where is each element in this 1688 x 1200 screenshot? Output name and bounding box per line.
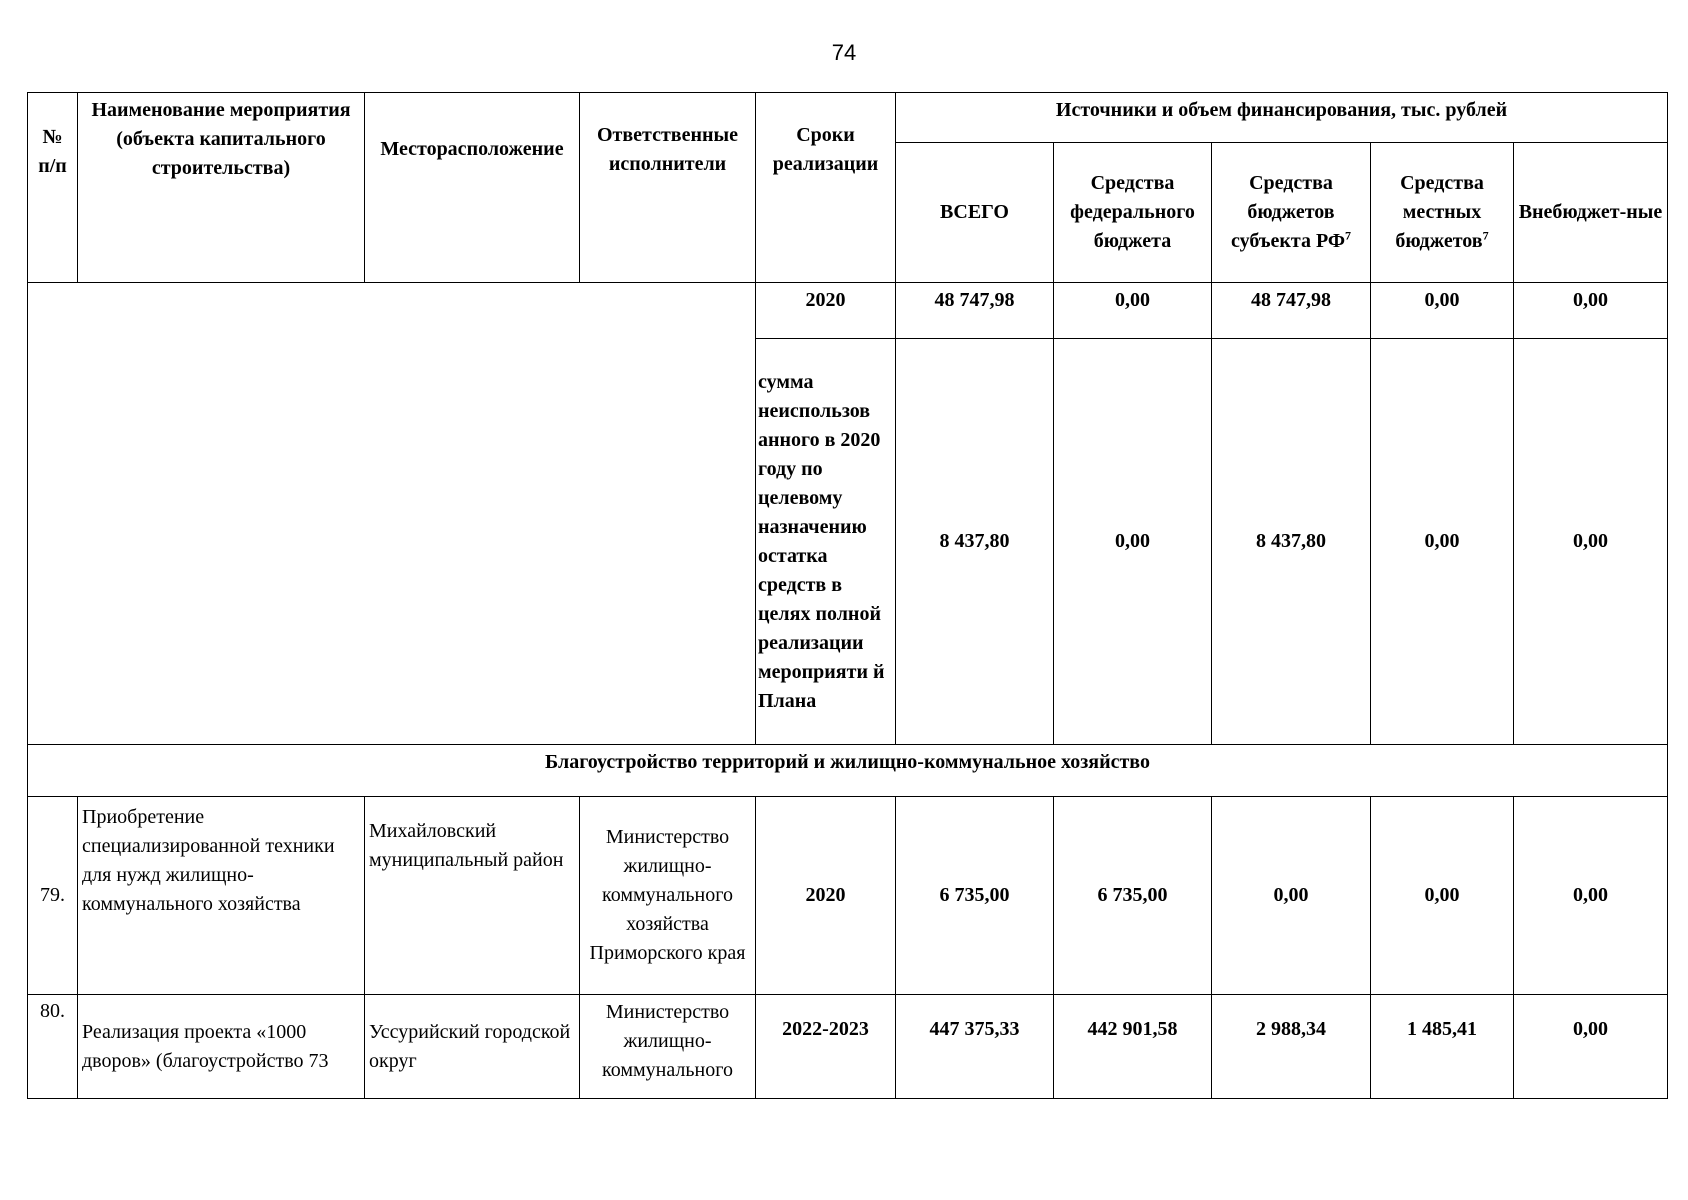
row-2020-term: 2020 xyxy=(756,283,896,339)
row-79-location: Михайловский муниципальный район xyxy=(365,797,580,995)
blank-merged-cell xyxy=(28,283,756,745)
row-80-name: Реализация проекта «1000 дворов» (благоустройство 73 xyxy=(78,995,365,1099)
row-unused-total: 8 437,80 xyxy=(896,339,1054,745)
row-79 xyxy=(28,797,1668,995)
row-80-term: 2022-2023 xyxy=(756,995,896,1099)
header-num: № п/п xyxy=(28,93,78,283)
row-80-subject: 2 988,34 xyxy=(1212,995,1371,1099)
header-funding: Источники и объем финансирования, тыс. рублей xyxy=(896,93,1668,143)
header-federal: Средства федерального бюджета xyxy=(1054,143,1212,283)
page-number: 74 xyxy=(831,40,857,65)
header-total: ВСЕГО xyxy=(896,143,1054,283)
row-80-location: Уссурийский городской округ xyxy=(365,995,580,1099)
row-2020 xyxy=(28,283,1668,339)
header-local xyxy=(1371,143,1514,283)
header-extra: Внебюджет-ные xyxy=(1514,143,1668,283)
row-79-name: Приобретение специализированной техники для нужд жилищно-коммунального хозяйства xyxy=(78,797,365,995)
row-2020-subject: 48 747,98 xyxy=(1212,283,1371,339)
section-row xyxy=(28,745,1668,797)
row-2020-total: 48 747,98 xyxy=(896,283,1054,339)
financing-table xyxy=(27,92,1668,1099)
row-unused-subject: 8 437,80 xyxy=(1212,339,1371,745)
header-terms: Сроки реализации xyxy=(756,93,896,283)
row-79-total: 6 735,00 xyxy=(896,797,1054,995)
row-80-federal: 442 901,58 xyxy=(1054,995,1212,1099)
row-unused-extra: 0,00 xyxy=(1514,339,1668,745)
row-79-local: 0,00 xyxy=(1371,797,1514,995)
header-row-1 xyxy=(28,93,1668,143)
row-80-num: 80. xyxy=(28,995,78,1099)
row-79-num: 79. xyxy=(28,797,78,995)
row-unused-term: сумма неиспользов анного в 2020 году по целевому назначению остатка средств в целях полной реализации мероприяти й Плана xyxy=(756,339,896,745)
section-title: Благоустройство территорий и жилищно-коммунальное хозяйство xyxy=(28,745,1668,797)
row-79-extra: 0,00 xyxy=(1514,797,1668,995)
row-80-extra: 0,00 xyxy=(1514,995,1668,1099)
row-79-subject: 0,00 xyxy=(1212,797,1371,995)
row-2020-federal: 0,00 xyxy=(1054,283,1212,339)
header-subject-text: Средства бюджетов субъекта РФ xyxy=(1230,172,1346,252)
row-2020-extra: 0,00 xyxy=(1514,283,1668,339)
header-local-text: Средства местных бюджетов xyxy=(1395,172,1484,252)
header-location: Месторасположение xyxy=(365,93,580,283)
row-79-responsible: Министерство жилищно-коммунального хозяйства Приморского края xyxy=(580,797,756,995)
row-79-term: 2020 xyxy=(756,797,896,995)
header-subject-sup: 7 xyxy=(1345,228,1352,243)
row-80-local: 1 485,41 xyxy=(1371,995,1514,1099)
header-local-sup: 7 xyxy=(1482,228,1489,243)
header-subject xyxy=(1212,143,1371,283)
row-80-total: 447 375,33 xyxy=(896,995,1054,1099)
header-name: Наименование мероприятия (объекта капитального строительства) xyxy=(78,93,365,283)
row-unused-federal: 0,00 xyxy=(1054,339,1212,745)
row-80-responsible: Министерство жилищно-коммунального xyxy=(580,995,756,1099)
row-2020-local: 0,00 xyxy=(1371,283,1514,339)
header-responsible: Ответственные исполнители xyxy=(580,93,756,283)
row-80 xyxy=(28,995,1668,1099)
row-unused-local: 0,00 xyxy=(1371,339,1514,745)
row-79-federal: 6 735,00 xyxy=(1054,797,1212,995)
